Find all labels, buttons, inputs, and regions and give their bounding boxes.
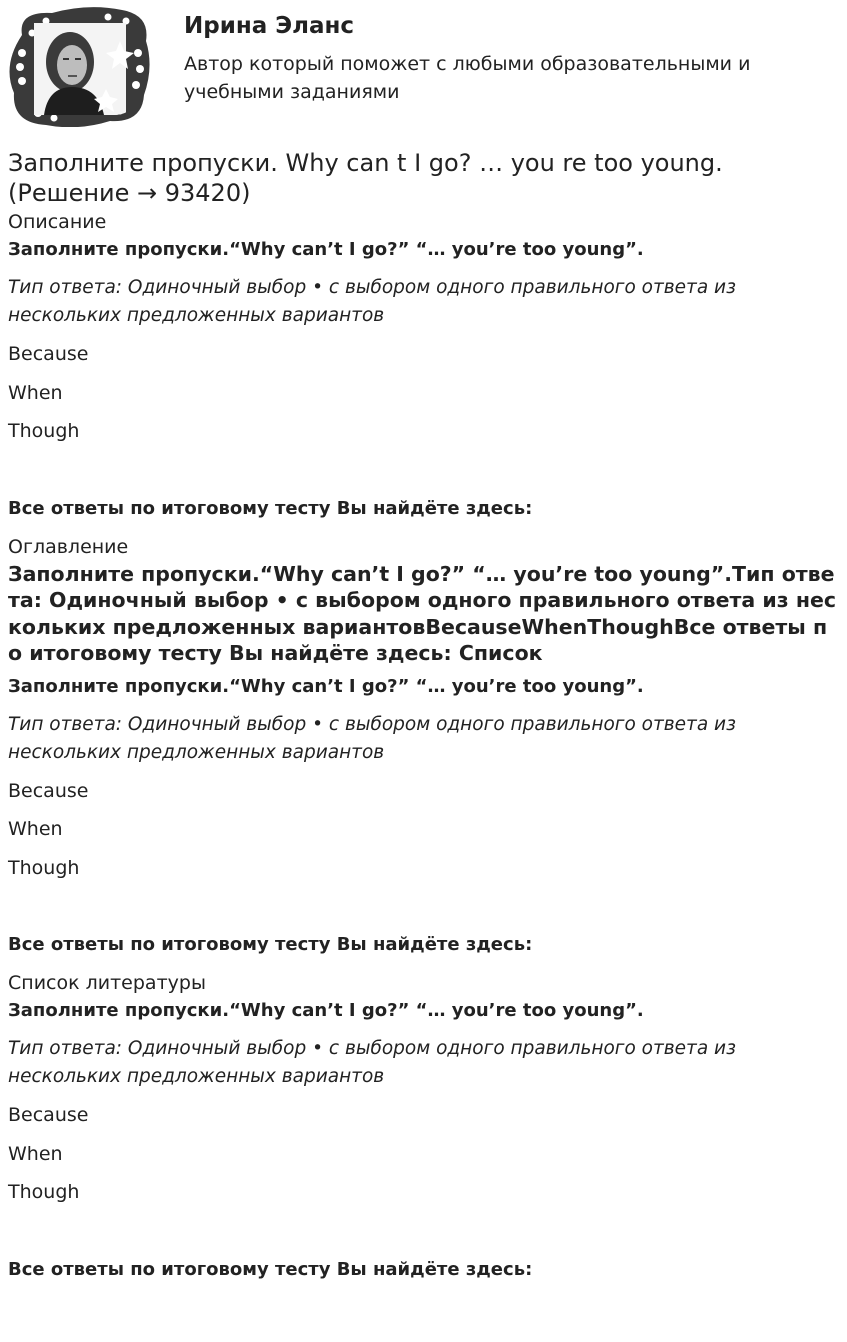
option-because: Because bbox=[8, 779, 89, 802]
author-avatar-icon[interactable] bbox=[8, 7, 150, 127]
option-because: Because bbox=[8, 1104, 89, 1126]
all-answers-link-text: Все ответы по итоговому тесту Вы найдёте здесь: bbox=[8, 1258, 533, 1280]
author-header bbox=[0, 0, 847, 135]
all-answers-link-text: Все ответы по итоговому тесту Вы найдёте здесь: bbox=[8, 497, 533, 519]
spacer bbox=[8, 456, 838, 495]
author-name[interactable]: Ирина Эланс bbox=[184, 13, 355, 39]
description-section bbox=[8, 208, 838, 523]
question-text: Заполните пропуски.“Why can’t I go?” “… you’re too young”. bbox=[8, 1000, 644, 1021]
section-label-toc: Оглавление bbox=[8, 535, 129, 558]
bibliography-section bbox=[8, 969, 838, 1284]
toc-section bbox=[8, 533, 838, 960]
option-when: When bbox=[8, 381, 63, 404]
option-when: When bbox=[8, 1142, 63, 1165]
option-though: Though bbox=[8, 420, 80, 442]
answer-type: Тип ответа: Одиночный выбор • с выбором одного правильного ответа из нескольких предложенных вариантов bbox=[8, 713, 736, 763]
option-though: Though bbox=[8, 1181, 80, 1203]
option-because: Because bbox=[8, 343, 89, 365]
option-when: When bbox=[8, 818, 63, 840]
author-description: Автор который поможет с любыми образовательными и учебными заданиями bbox=[184, 53, 751, 103]
section-label-bibliography: Список литературы bbox=[8, 972, 206, 994]
question-text: Заполните пропуски.“Why can’t I go?” “… you’re too young”. bbox=[8, 675, 644, 697]
question-text: Заполните пропуски.“Why can’t I go?” “… you’re too young”. bbox=[8, 239, 644, 260]
answer-type: Тип ответа: Одиночный выбор • с выбором одного правильного ответа из нескольких предложенных вариантов bbox=[8, 1038, 736, 1087]
answer-type: Тип ответа: Одиночный выбор • с выбором одного правильного ответа из нескольких предложенных вариантов bbox=[8, 277, 736, 326]
main-content bbox=[8, 148, 838, 1294]
spacer bbox=[8, 892, 838, 931]
all-answers-link-text: Все ответы по итоговому тесту Вы найдёте здесь: bbox=[8, 934, 533, 955]
section-label-description: Описание bbox=[8, 211, 107, 233]
option-though: Though bbox=[8, 856, 80, 879]
toc-text: Заполните пропуски.“Why can’t I go?” “… you’re too young”.Тип ответа: Одиночный выбор • с выбором одного правильного ответа из нескольких предложенных вариантовBecauseWhenThoughВсе ответы по итоговому тесту Вы найдёте здесь: Список bbox=[8, 561, 837, 665]
spacer bbox=[8, 1217, 838, 1256]
page-title: Заполните пропуски. Why can t I go? … you re too young. (Решение → 93420) bbox=[8, 149, 723, 207]
